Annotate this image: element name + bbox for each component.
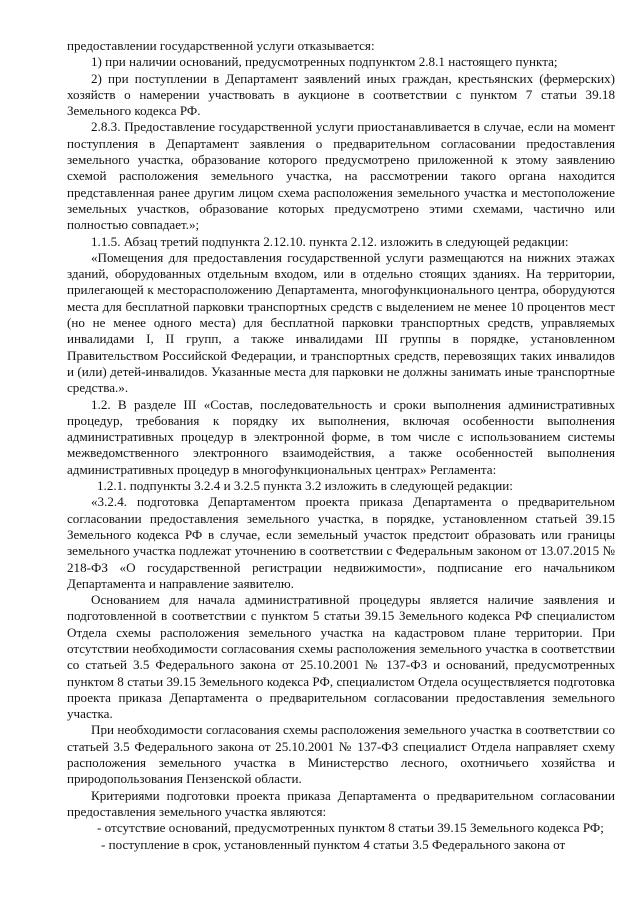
paragraph-grounds: Основанием для начала административной процедуры является наличие заявления и подготовленной в соответствии с пунктом 5 статьи 39.15 Земельного кодекса РФ специалистом Отдела схемы расположения земельного участка на кадастровом плане территории. При отсутствии необходимости согласования схемы расположения земельного участка в соответствии со статьей 3.5 Федерального закона от 25.10.2001 № 137-ФЗ и оснований, предусмотренных пунктом 8 статьи 39.15 Земельного кодекса РФ, специалистом Отдела осуществляется подготовка проекта приказа Департамента о предварительном согласовании предоставления земельного участка. xyxy=(67,592,615,722)
paragraph-criteria: Критериями подготовки проекта приказа Департамента о предварительном согласовании предоставления земельного участка являются: xyxy=(67,787,615,819)
paragraph-item-2: 2) при поступлении в Департамент заявлений иных граждан, крестьянских (фермерских) хозяйств о намерении участвовать в аукционе в соответствии с пунктом 7 статьи 39.18 Земельного кодекса РФ. xyxy=(67,70,615,119)
paragraph-1-1-5: 1.1.5. Абзац третий подпункта 2.12.10. пункта 2.12. изложить в следующей редакции: xyxy=(91,233,569,249)
paragraph-criterion-2: - поступление в срок, установленный пунктом 4 статьи 3.5 Федерального закона от xyxy=(101,836,566,852)
document-page xyxy=(67,38,615,853)
paragraph-2-8-3: 2.8.3. Предоставление государственной услуги приостанавливается в случае, если на момент поступления в Департамент заявления о предварительном согласовании предоставления земельного участка, образование которого предусмотрено приложенной к этому заявлению схемой расположения земельного участка, на рассмотрении такого органа находится представленная ранее другим лицом схема расположения земельного участка и местоположение земельных участков, образование которых предусмотрено этими схемами, частично или полностью совпадает.»; xyxy=(67,119,615,233)
paragraph-premises: «Помещения для предоставления государственной услуги размещаются на нижних этажах зданий, оборудованных отдельным входом, или в отдельно стоящих зданиях. На территории, прилегающей к месторасположению Департамента, многофункционального центра, оборудуются места для бесплатной парковки транспортных средств с выделением не менее 10 процентов мест (но не менее одного места) для бесплатной парковки транспортных средств, управляемых инвалидами I, II групп, а также инвалидами III группы в порядке, установленном Правительством Российской Федерации, и транспортных средств, перевозящих таких инвалидов и (или) детей-инвалидов. Указанные места для парковки не должны занимать иные транспортные средства.». xyxy=(67,249,615,396)
paragraph-item-1: 1) при наличии оснований, предусмотренных подпунктом 2.8.1 настоящего пункта; xyxy=(91,54,558,70)
paragraph-refusal-end: предоставлении государственной услуги отказывается: xyxy=(67,38,375,53)
paragraph-approval-needed: При необходимости согласования схемы расположения земельного участка в соответствии со статьей 3.5 Федерального закона от 25.10.2001 № 137-ФЗ специалист Отдела направляет схему расположения земельного участка в Министерство лесного, охотничьего хозяйства и природопользования Пензенской области. xyxy=(67,722,615,787)
paragraph-1-2: 1.2. В разделе III «Состав, последовательность и сроки выполнения административных процедур, требования к порядку их выполнения, включая особенности выполнения административных процедур в электронной форме, в том числе с использованием системы межведомственного электронного взаимодействия, а также особенностей выполнения административных процедур в многофункциональных центрах» Регламента: xyxy=(67,396,615,477)
paragraph-criterion-1: - отсутствие оснований, предусмотренных пунктом 8 статьи 39.15 Земельного кодекса РФ; xyxy=(97,820,604,836)
paragraph-3-2-4: «3.2.4. подготовка Департаментом проекта приказа Департамента о предварительном согласовании предоставления земельного участка, в порядке, установленном статьей 39.15 Земельного кодекса РФ в случае, если земельный участок предстоит образовать или границы земельного участка подлежат уточнению в соответствии с Федеральным законом от 13.07.2015 № 218-ФЗ «О государственной регистрации недвижимости», подписание его начальником Департамента и направление заявителю. xyxy=(67,494,615,591)
paragraph-1-2-1: 1.2.1. подпункты 3.2.4 и 3.2.5 пункта 3.2 изложить в следующей редакции: xyxy=(97,478,513,494)
